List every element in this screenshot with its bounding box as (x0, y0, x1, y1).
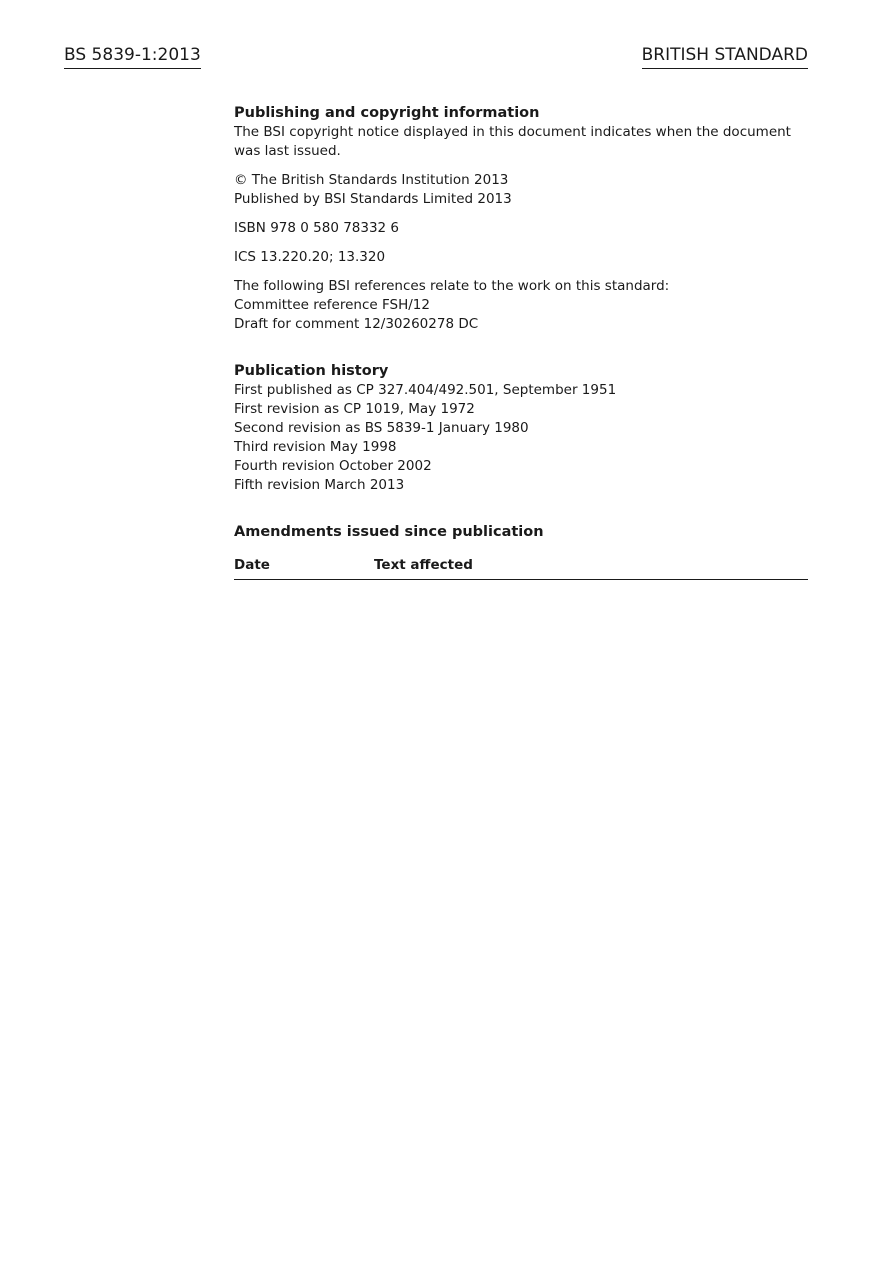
bsi-references (234, 277, 808, 334)
copyright-notice (234, 123, 808, 161)
isbn-text: ISBN 978 0 580 78332 6 (234, 220, 400, 236)
publishing-heading: Publishing and copyright information (234, 105, 540, 121)
page-header (64, 44, 808, 74)
history-item: Fifth revision March 2013 (234, 477, 405, 493)
reference-line: The following BSI references relate to the work on this standard: (234, 278, 670, 294)
history-item: Third revision May 1998 (234, 439, 397, 455)
notice-line: was last issued. (234, 143, 341, 159)
history-item: Second revision as BS 5839-1 January 1980 (234, 420, 529, 436)
copyright-statement (234, 171, 808, 209)
reference-line: Committee reference FSH/12 (234, 297, 430, 313)
copyright-line: Published by BSI Standards Limited 2013 (234, 191, 512, 207)
history-item: Fourth revision October 2002 (234, 458, 432, 474)
copyright-line: © The British Standards Institution 2013 (234, 172, 509, 188)
column-header-text-affected: Text affected (374, 557, 473, 573)
column-header-date: Date (234, 557, 270, 573)
amendments-table-header (234, 556, 808, 580)
publishing-section (234, 104, 808, 334)
ics (234, 248, 808, 267)
history-list (234, 381, 808, 495)
publication-history-section (234, 362, 808, 495)
ics-text: ICS 13.220.20; 13.320 (234, 249, 386, 265)
history-heading: Publication history (234, 363, 389, 379)
history-item: First revision as CP 1019, May 1972 (234, 401, 475, 417)
standard-type: BRITISH STANDARD (642, 44, 808, 69)
amendments-section (234, 523, 808, 580)
notice-line: The BSI copyright notice displayed in this document indicates when the document (234, 124, 791, 140)
isbn (234, 219, 808, 238)
history-item: First published as CP 327.404/492.501, September 1951 (234, 382, 617, 398)
document-body (234, 104, 808, 580)
reference-line: Draft for comment 12/30260278 DC (234, 316, 479, 332)
amendments-heading: Amendments issued since publication (234, 524, 544, 540)
standard-number: BS 5839-1:2013 (64, 44, 201, 69)
